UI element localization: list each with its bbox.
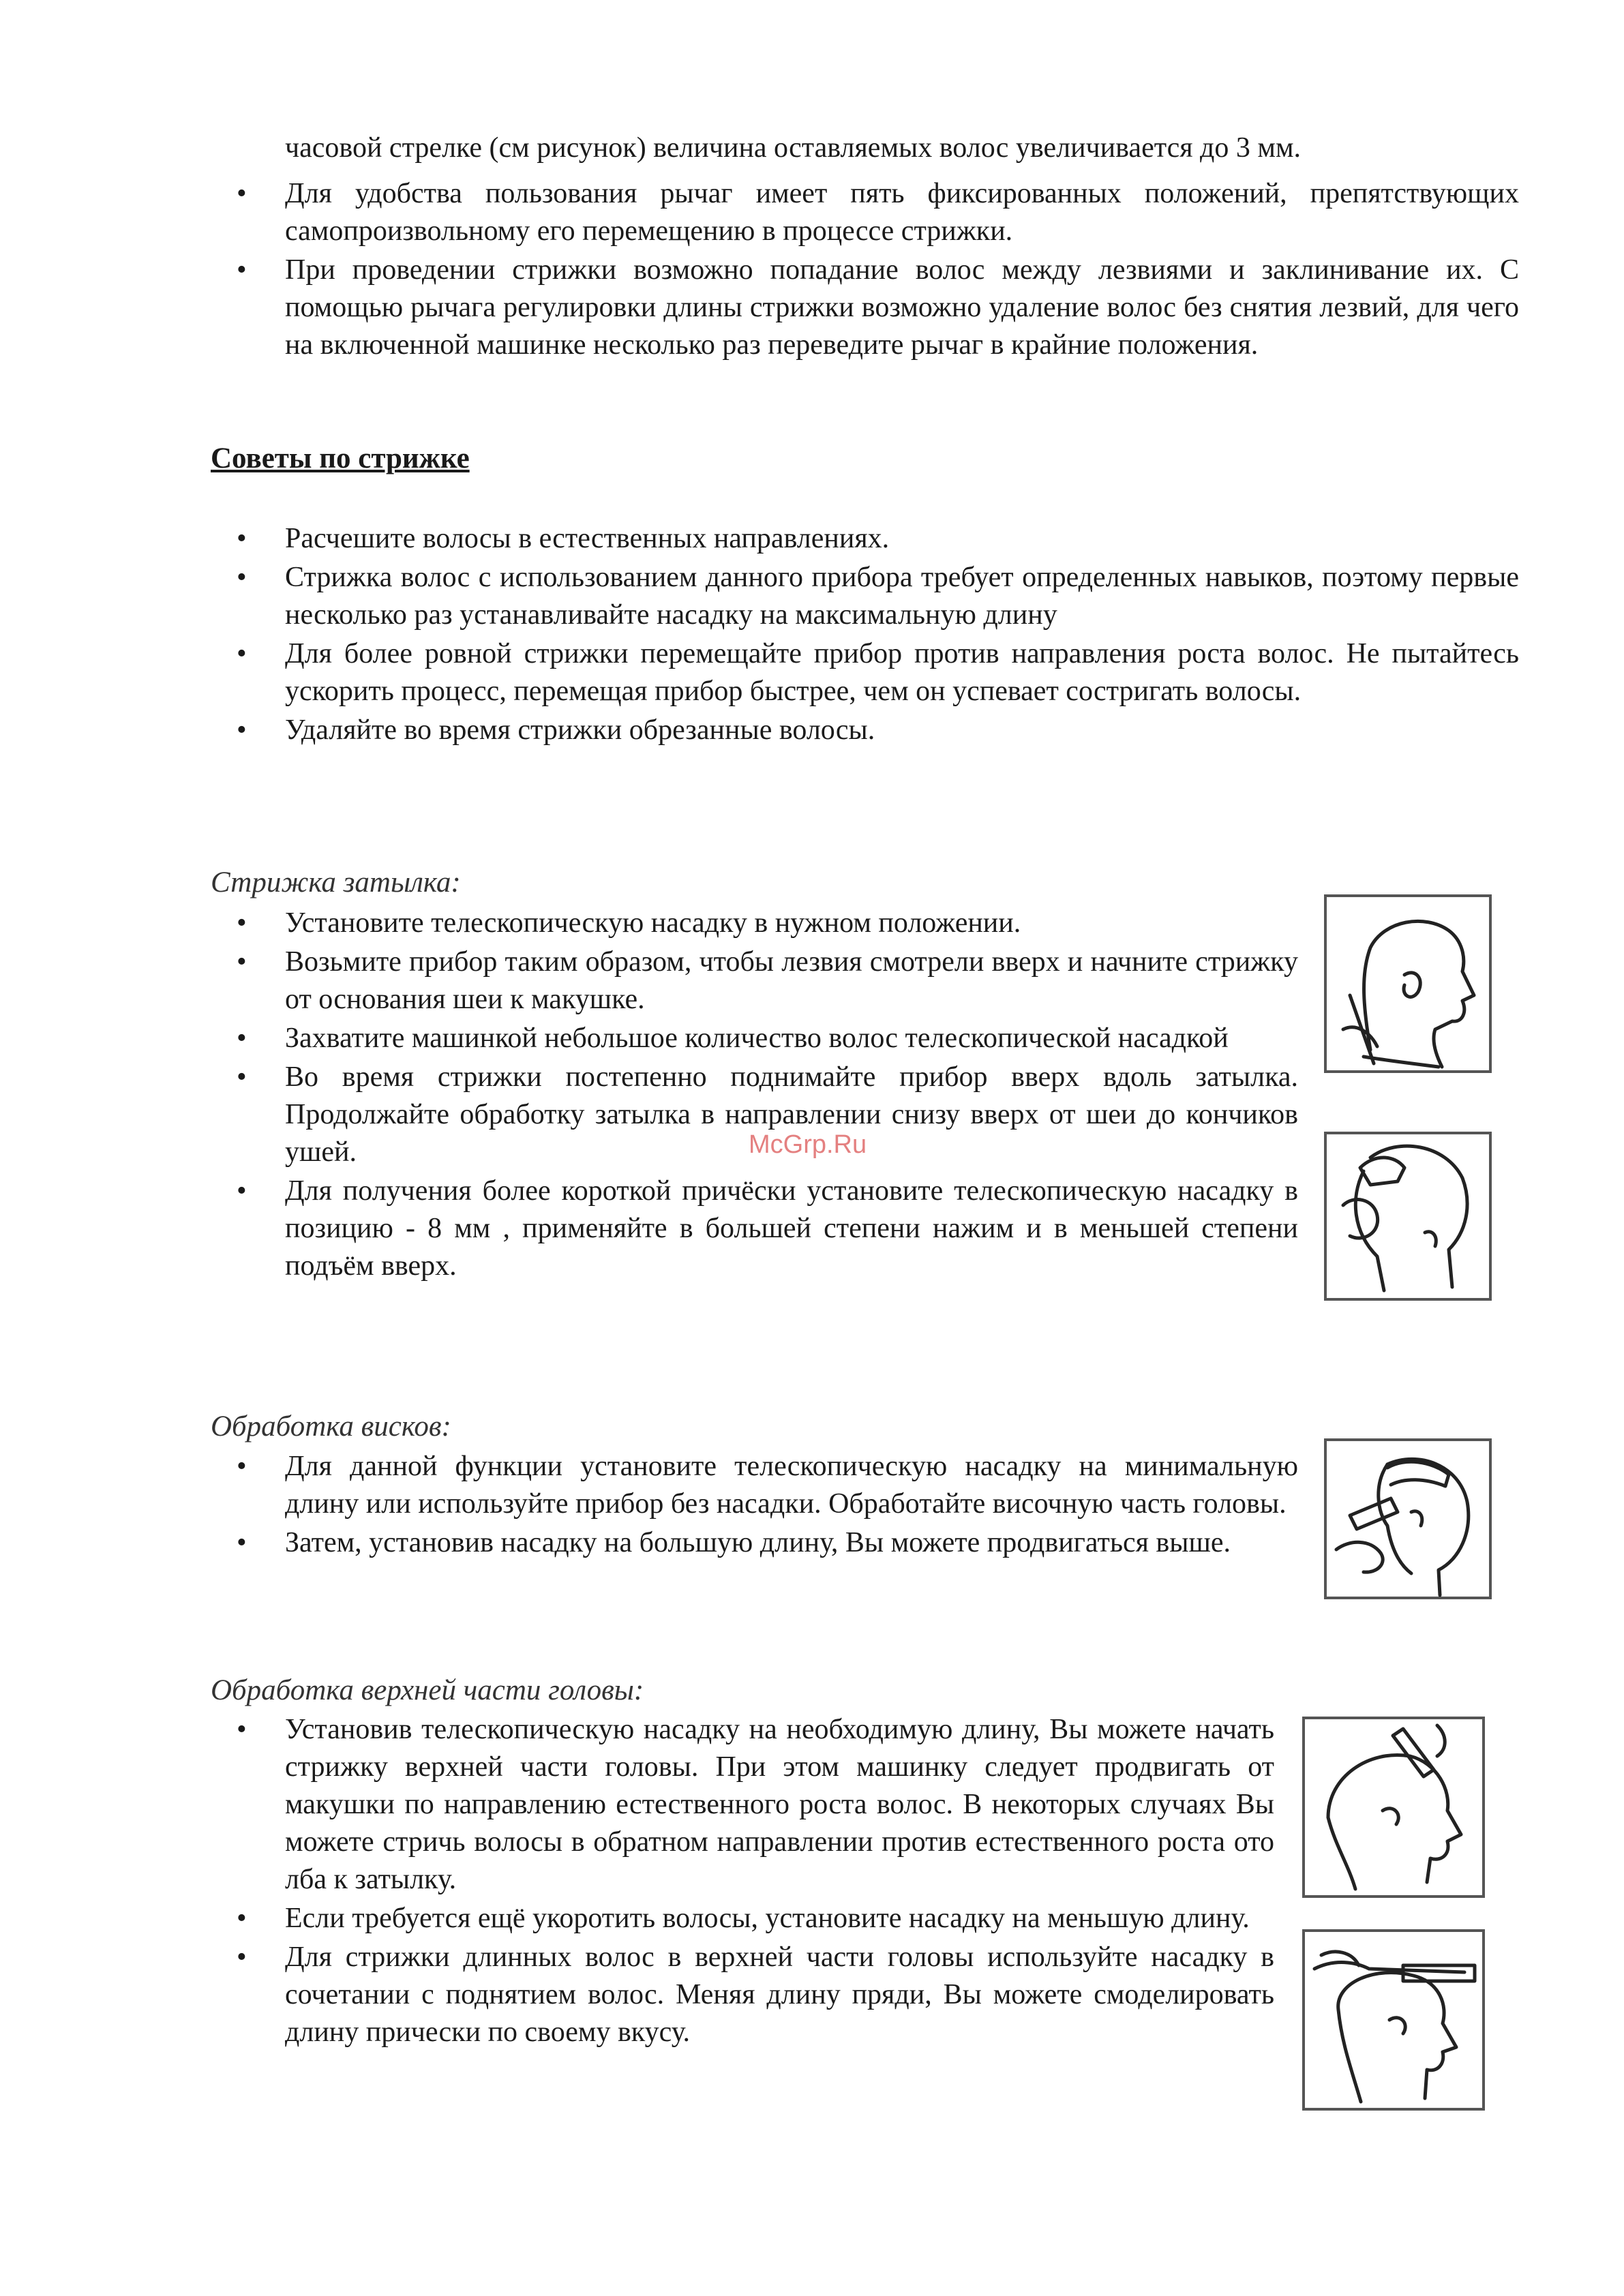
top-illustration-1 [1301, 1715, 1486, 1899]
tips-list [211, 520, 1519, 749]
section-heading-tips: Советы по стрижке [211, 442, 470, 474]
head-top-icon [1301, 1715, 1486, 1899]
top-list [211, 1711, 1274, 2051]
head-profile-icon [1323, 893, 1493, 1077]
nape-list [211, 905, 1298, 1285]
list-item: • Если требуется ещё укоротить волосы, установите насадку на меньшую длину. [211, 1900, 1274, 1937]
list-item: • Установите телескопическую насадку в нужном положении. [211, 905, 1298, 942]
section-heading-temples: Обработка висков: [211, 1410, 451, 1442]
watermark: McGrp.Ru [749, 1130, 867, 1159]
head-top-lift-icon [1301, 1928, 1486, 2112]
section-heading-nape: Стрижка затылка: [211, 866, 461, 898]
list-item: • Установив телескопическую насадку на необходимую длину, Вы можете начать стрижку верхней части головы. При этом машинку следует продвигать от макушки по направлению естественного роста волос. В некоторых случаях Вы можете стричь волосы в обратном направлении против естественного роста ото лба к затылку. [211, 1711, 1274, 1899]
list-item: • Для более ровной стрижки перемещайте прибор против направления роста волос. Не пытайтесь ускорить процесс, перемещая прибор быстрее, чем он успевает состригать волосы. [211, 635, 1519, 710]
list-item: • Для удобства пользования рычаг имеет пять фиксированных положений, препятствующих самопроизвольному его перемещению в процессе стрижки. [211, 175, 1519, 250]
list-item: • Для получения более короткой причёски установите телескопическую насадку в позицию - 8 мм , применяйте в большей степени нажим и в меньшей степени подъём вверх. [211, 1173, 1298, 1285]
section-heading-top: Обработка верхней части головы: [211, 1674, 644, 1706]
intro-list [211, 175, 1519, 364]
nape-illustration-1 [1323, 893, 1493, 1077]
list-item: • Расчешите волосы в естественных направлениях. [211, 520, 1519, 558]
list-item: • Стрижка волос с использованием данного прибора требует определенных навыков, поэтому первые несколько раз устанавливайте насадку на максимальную длину [211, 559, 1519, 634]
nape-illustration-2 [1323, 1130, 1493, 1302]
temples-illustration [1323, 1437, 1493, 1601]
top-illustration-2 [1301, 1928, 1486, 2112]
list-item: • Затем, установив насадку на большую длину, Вы можете продвигаться выше. [211, 1524, 1298, 1562]
list-item: • Возьмите прибор таким образом, чтобы лезвия смотрели вверх и начните стрижку от основания шеи к макушке. [211, 943, 1298, 1018]
temples-list [211, 1448, 1298, 1562]
list-item: • Во время стрижки постепенно поднимайте прибор вверх вдоль затылка. Продолжайте обработку затылка в направлении снизу вверх от шеи до кончиков ушей. [211, 1059, 1298, 1171]
list-item: • Удаляйте во время стрижки обрезанные волосы. [211, 712, 1519, 749]
list-item: • При проведении стрижки возможно попадание волос между лезвиями и заклинивание их. С помощью рычага регулировки длины стрижки возможно удаление волос без снятия лезвий, для чего на включенной машинке несколько раз переведите рычаг в крайние положения. [211, 252, 1519, 364]
intro-continuation: часовой стрелке (см рисунок) величина оставляемых волос увеличивается до 3 мм. [285, 132, 1302, 164]
head-back-icon [1323, 1130, 1493, 1302]
list-item: • Для данной функции установите телескопическую насадку на минимальную длину или используйте прибор без насадки. Обработайте височную часть головы. [211, 1448, 1298, 1523]
list-item: • Для стрижки длинных волос в верхней части головы используйте насадку в сочетании с поднятием волос. Меняя длину пряди, Вы можете смоделировать длину прически по своему вкусу. [211, 1939, 1274, 2051]
list-item: • Захватите машинкой небольшое количество волос телескопической насадкой [211, 1020, 1298, 1057]
head-side-icon [1323, 1437, 1493, 1601]
